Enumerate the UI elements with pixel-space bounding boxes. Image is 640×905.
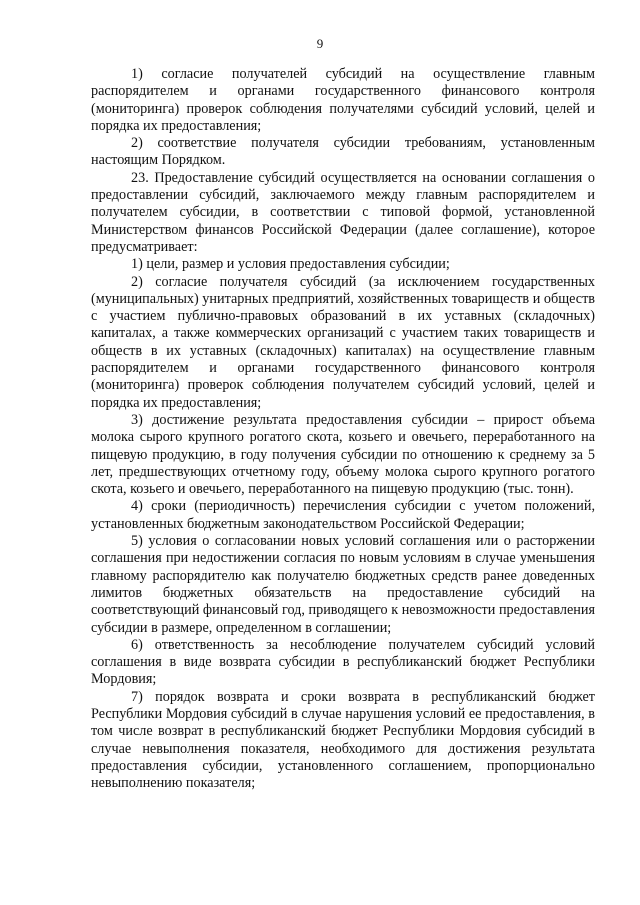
page-number: 9 [316,36,324,51]
paragraph-goals-size: 1) цели, размер и условия предоставления субсидии; [131,256,450,273]
paragraph-23-agreement: 23. Предоставление субсидий осуществляется на основании соглашения о предоставлении субсидий, заключаемого между главным распорядителем и получателем субсидии, в соответствии с типовой формой, установленной Министерством финансов Российской Федерации (далее соглашение), которое предусматривает: [91,169,595,255]
paragraph-new-conditions: 5) условия о согласовании новых условий соглашения или о расторжении соглашения при недостижении согласия по новым условиям в случае уменьшения главному распорядителю как получателю бюджетных средств ранее доведенных лимитов бюджетных обязательств на предоставление субсидий на соответствующий финансовый год, приводящего к невозможности предоставления субсидии в размере, определенном в соглашении; [91,533,595,636]
document-body [91,66,595,792]
paragraph-responsibility: 6) ответственность за несоблюдение получателем субсидий условий соглашения в виде возврата субсидии в республиканский бюджет Республики Мордовия; [91,636,595,688]
paragraph-recipient-compliance: 2) соответствие получателя субсидии требованиям, установленным настоящим Порядком. [91,135,595,169]
paragraph-result-achievement: 3) достижение результата предоставления субсидии – прирост объема молока сырого крупного рогатого скота, козьего и овечьего, переработанного на пищевую продукцию, в году получения субсидии по отношению к среднему за 5 лет, предшествующих отчетному году, объему молока сырого крупного рогатого скота, козьего и овечьего, переработанного на пищевую продукцию (тыс. тонн). [91,411,595,498]
paragraph-recipient-consent: 2) согласие получателя субсидий (за исключением государственных (муниципальных) унитарных предприятий, хозяйственных товариществ и обществ с участием публично-правовых образований в их уставных (складочных) капиталах, а также коммерческих организаций с участием таких товариществ и обществ в их уставных (складочных) капиталах) на осуществление главным распорядителем и органами государственного финансового контроля (мониторинга) проверок соблюдения получателем субсидий условий, целей и порядка их предоставления; [91,273,595,411]
paragraph-transfer-terms: 4) сроки (периодичность) перечисления субсидии с учетом положений, установленных бюджетным законодательством Российской Федерации; [91,498,595,532]
paragraph-consent-control: 1) согласие получателей субсидий на осуществление главным распорядителем и органами государственного финансового контроля (мониторинга) проверок соблюдения получателями субсидий условий, целей и порядка их предоставления; [91,66,595,134]
paragraph-refund-procedure: 7) порядок возврата и сроки возврата в республиканский бюджет Республики Мордовия субсидий в случае нарушения условий ее предоставления, в том числе возврат в республиканский бюджет Республики Мордовия субсидий в случае невыполнения показателя, необходимого для достижения результата предоставления субсидии, установленного соглашением, пропорционально невыполнению показателя; [91,688,595,792]
